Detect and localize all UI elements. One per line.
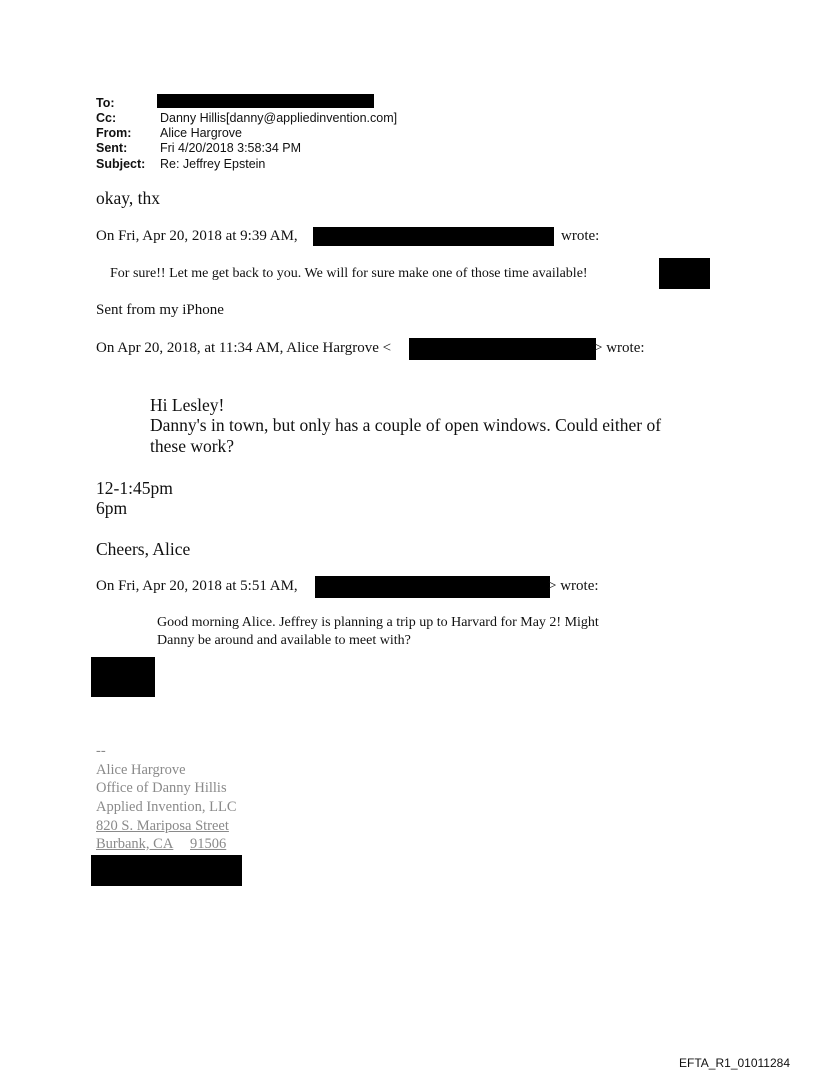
redacted-quote-3-sender bbox=[315, 576, 550, 598]
subject-label: Subject: bbox=[96, 157, 146, 171]
cc-label: Cc: bbox=[96, 111, 117, 125]
from-value: Alice Hargrove bbox=[160, 126, 242, 140]
sent-from-iphone: Sent from my iPhone bbox=[96, 302, 224, 318]
redacted-to-recipient bbox=[157, 94, 374, 108]
message-greeting: Hi Lesley! bbox=[150, 395, 225, 415]
cc-value: Danny Hillis[danny@appliedinvention.com] bbox=[160, 111, 398, 125]
sent-value: Fri 4/20/2018 3:58:34 PM bbox=[160, 141, 302, 155]
quote-header-2-prefix: On Apr 20, 2018, at 11:34 AM, Alice Hargrove < bbox=[96, 340, 392, 356]
quote-header-3-suffix: > wrote: bbox=[548, 578, 599, 594]
redacted-signature-block bbox=[91, 657, 155, 697]
signature-city-link[interactable]: Burbank, CA bbox=[96, 836, 174, 852]
quote-header-1-suffix: wrote: bbox=[561, 228, 600, 244]
reply-for-sure: For sure!! Let me get back to you. We will for sure make one of those time available! bbox=[110, 266, 588, 281]
reply-okay: okay, thx bbox=[96, 188, 160, 208]
sent-label: Sent: bbox=[96, 141, 128, 155]
redacted-quote-2-email bbox=[409, 338, 596, 360]
redacted-contact-block bbox=[91, 855, 242, 886]
quote-header-1-prefix: On Fri, Apr 20, 2018 at 9:39 AM, bbox=[96, 228, 298, 244]
document-id: EFTA_R1_01011284 bbox=[679, 1056, 790, 1070]
signature-office: Office of Danny Hillis bbox=[96, 780, 227, 796]
closing-cheers: Cheers, Alice bbox=[96, 539, 191, 559]
signature-name: Alice Hargrove bbox=[96, 762, 186, 778]
signature-zip-link[interactable]: 91506 bbox=[190, 836, 227, 852]
signature-separator: -- bbox=[96, 743, 106, 759]
quote-header-2-suffix: > wrote: bbox=[594, 340, 645, 356]
signature-street-link[interactable]: 820 S. Mariposa Street bbox=[96, 818, 229, 834]
quote-header-3-prefix: On Fri, Apr 20, 2018 at 5:51 AM, bbox=[96, 578, 298, 594]
from-label: From: bbox=[96, 126, 132, 140]
message-line-1: Danny's in town, but only has a couple of open windows. Could either of bbox=[150, 415, 662, 435]
time-option-1: 12-1:45pm bbox=[96, 478, 173, 498]
original-message-line-2: Danny be around and available to meet with? bbox=[157, 633, 411, 648]
original-message-line-1: Good morning Alice. Jeffrey is planning a trip up to Harvard for May 2! Might bbox=[157, 615, 599, 630]
to-label: To: bbox=[96, 96, 115, 110]
subject-value: Re: Jeffrey Epstein bbox=[160, 157, 266, 171]
signature-company: Applied Invention, LLC bbox=[96, 799, 237, 815]
time-option-2: 6pm bbox=[96, 498, 128, 518]
redacted-quote-1-sender bbox=[313, 227, 554, 246]
message-line-2: these work? bbox=[150, 436, 235, 456]
redacted-inline-block bbox=[659, 258, 710, 289]
